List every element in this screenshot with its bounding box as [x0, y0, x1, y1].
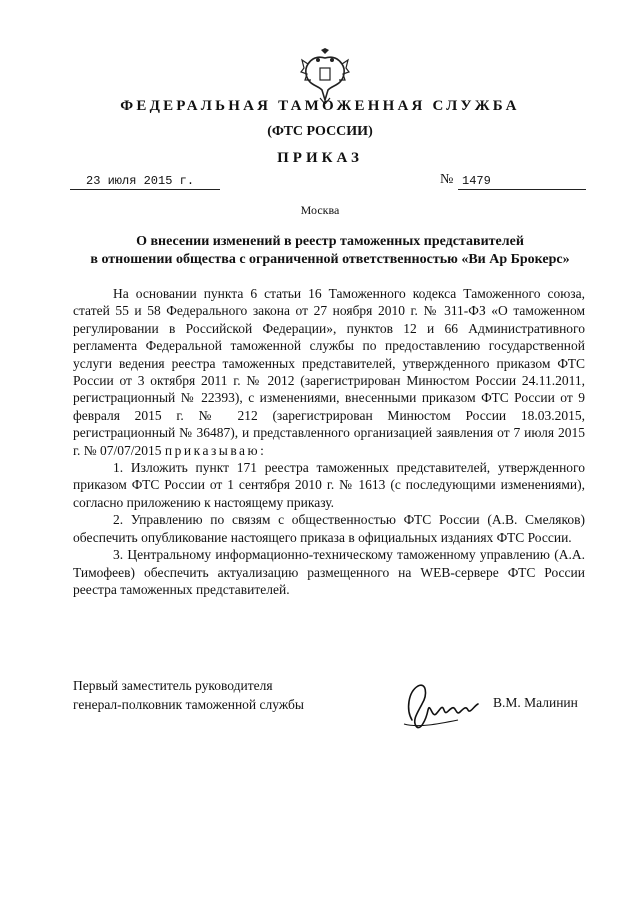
- agency-short-name: (ФТС РОССИИ): [267, 124, 373, 139]
- position-line-1: Первый заместитель руководителя: [73, 678, 273, 693]
- signatory-position: [73, 676, 304, 714]
- order-item-3: 3. Центральному информационно-техническому таможенному управлению (А.А. Тимофеев) обеспечить актуализацию размещенного на WEB-сервере ФТС России реестра таможенных представителей.: [73, 547, 585, 597]
- order-number-label: №: [440, 172, 454, 187]
- preamble-paragraph: [73, 285, 585, 459]
- order-item-2: 2. Управлению по связям с общественностью ФТС России (А.В. Смеляков) обеспечить опубликование настоящего приказа в официальных изданиях ФТС России.: [73, 512, 585, 545]
- city: Москва: [300, 203, 340, 217]
- order-date: 23 июля 2015 г.: [70, 174, 220, 190]
- document-title: [60, 233, 600, 269]
- position-line-2: генерал-полковник таможенной службы: [73, 697, 304, 712]
- signatory-name: В.М. Малинин: [493, 695, 578, 710]
- title-line-2: в отношении общества с ограниченной ответственностью «Ви Ар Брокерс»: [90, 252, 570, 267]
- coat-of-arms-emblem: [300, 48, 350, 104]
- order-item-1: 1. Изложить пункт 171 реестра таможенных представителей, утвержденного приказом ФТС России от 1 сентября 2010 г. № 1613 (с последующими изменениями), согласно приложению к настоящему приказу.: [73, 460, 585, 510]
- title-line-1: О внесении изменений в реестр таможенных представителей: [136, 234, 524, 249]
- order-number: 1479: [458, 174, 586, 190]
- agency-name: ФЕДЕРАЛЬНАЯ ТАМОЖЕННАЯ СЛУЖБА: [120, 98, 520, 114]
- document-type: ПРИКАЗ: [277, 150, 363, 166]
- order-word: приказываю:: [164, 442, 267, 458]
- preamble-text: На основании пункта 6 статьи 16 Таможенного кодекса Таможенного союза, статей 55 и 58 Федерального закона от 27 ноября 2010 г. № 311-ФЗ «О таможенном регулировании в Российской Федерации», пунктов 12 и 66 Административного регламента Федеральной таможенной службы по предоставлению государственной услуги ведения реестра таможенных представителей, утвержденного приказом ФТС России от 3 октября 2011 г. № 2012 (зарегистрирован Минюстом России 24.11.2011, регистрационный № 22393), с изменениями, внесенными приказом ФТС России от 9 февраля 2015 г. № 212 (зарегистрирован Минюстом России 18.03.2015, регистрационный № 36487), и представленного организацией заявления от 7 июля 2015 г. № 07/07/2015: [73, 286, 585, 458]
- document-body: [73, 285, 585, 598]
- handwritten-signature: [398, 680, 490, 736]
